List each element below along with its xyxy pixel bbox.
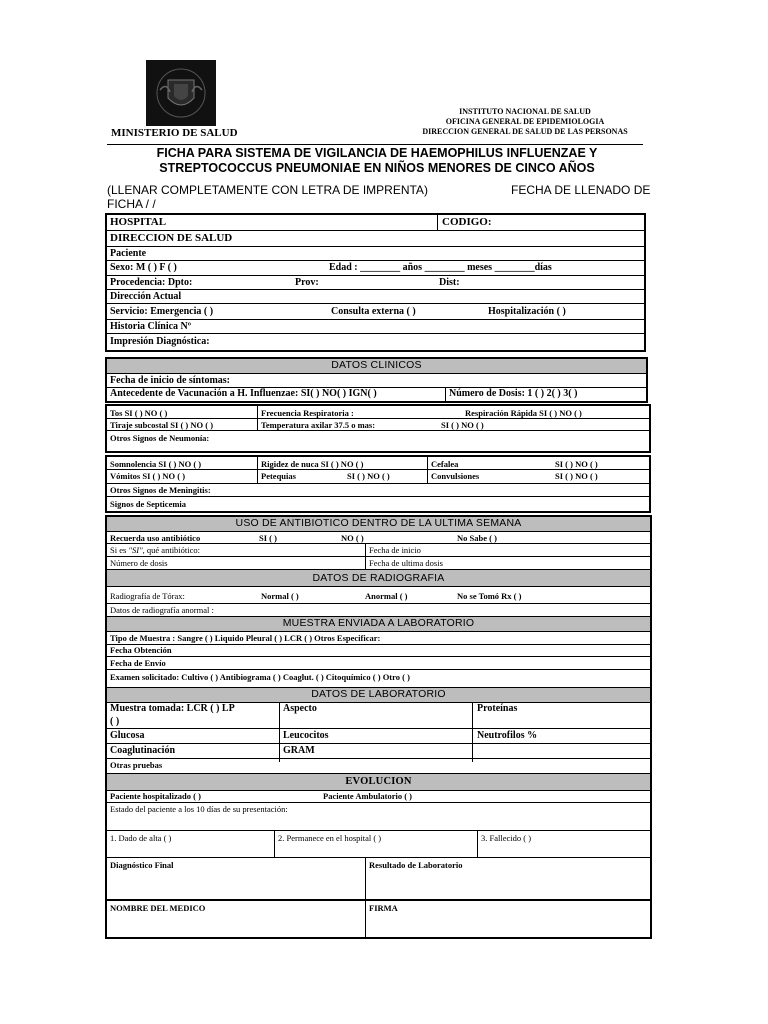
muestra-tomada[interactable]: Muestra tomada: LCR ( ) LP [110,703,235,714]
examen-solicitado[interactable]: Examen solicitado: Cultivo ( ) Antibiograma ( ) Coaglut. ( ) Citoquímico ( ) Otro ( ) [110,672,410,682]
institute-line: OFICINA GENERAL DE EPIDEMIOLOGIA [445,117,605,126]
meningitis-section [105,455,651,513]
leucocitos-field[interactable]: Leucocitos [283,730,329,741]
permanece-hospital-option[interactable]: 2. Permanece en el hospital ( ) [278,833,382,843]
prov-field[interactable]: Prov: [295,277,319,288]
codigo-field[interactable]: CODIGO: [442,216,492,228]
firma-field[interactable]: FIRMA [369,903,398,913]
antecedente-vacunacion[interactable]: Antecedente de Vacunación a H. Influenzae: SI( ) NO( ) IGN( ) [110,388,377,399]
radiografia-header: DATOS DE RADIOGRAFIA [107,569,650,587]
radiografia-normal-option[interactable]: Normal ( ) [261,591,299,601]
petequias-label: Petequias [261,471,296,481]
paciente-ambulatorio-option[interactable]: Paciente Ambulatorio ( ) [323,791,412,801]
radiografia-torax: Radiografía de Tórax: [110,591,185,601]
convulsiones-label: Convulsiones [431,471,480,481]
muestra-tomada-lp[interactable]: ( ) [110,716,120,727]
dado-de-alta-option[interactable]: 1. Dado de alta ( ) [110,833,172,843]
petequias-options[interactable]: SI ( ) NO ( ) [347,471,390,481]
recuerda-antibiotico: Recuerda uso antibiótico [110,533,201,543]
gram-field[interactable]: GRAM [283,745,315,756]
antibiotico-header: USO DE ANTIBIOTICO DENTRO DE LA ULTIMA SEMANA [107,517,650,532]
temperatura-options[interactable]: SI ( ) NO ( ) [441,420,484,430]
evolucion-header: EVOLUCION [107,773,650,791]
tos-option[interactable]: Tos SI ( ) NO ( ) [110,408,168,418]
ministry-label: MINISTERIO DE SALUD [111,127,238,139]
rigidez-nuca-option[interactable]: Rigidez de nuca SI ( ) NO ( ) [261,459,364,469]
antibiotico-nosabe-option[interactable]: No Sabe ( ) [457,533,497,543]
antibiotico-lab-section [105,515,652,939]
glucosa-field[interactable]: Glucosa [110,730,145,741]
neutrofilos-field[interactable]: Neutrofilos % [477,730,538,741]
fecha-inicio-sintomas[interactable]: Fecha de inicio de síntomas: [110,375,230,386]
datos-radiografia-anormal[interactable]: Datos de radiografía anormal : [110,605,214,615]
paciente-field[interactable]: Paciente [110,248,147,259]
cual-antibiotico[interactable]: Si es "SI", qué antibiótico: [110,545,201,555]
fecha-ultima-dosis[interactable]: Fecha de ultima dosis [369,558,443,568]
signos-septicemia[interactable]: Signos de Septicemia [110,499,187,509]
institute-line: INSTITUTO NACIONAL DE SALUD [459,107,591,116]
tiraje-subcostal[interactable]: Tiraje subcostal SI ( ) NO ( ) [110,420,214,430]
fallecido-option[interactable]: 3. Fallecido ( ) [481,833,532,843]
fill-date-label: FECHA DE LLENADO DE [511,183,651,197]
otros-signos-neumonia[interactable]: Otros Signos de Neumonía: [110,433,210,443]
consulta-externa-option[interactable]: Consulta externa ( ) [331,306,416,317]
form-title [107,146,647,176]
antibiotico-si-option[interactable]: SI ( ) [259,533,277,543]
title-line: FICHA PARA SISTEMA DE VIGILANCIA DE HAEMOPHILUS INFLUENZAE Y [156,146,598,160]
header-rule [107,144,643,145]
diagnostico-final-field[interactable]: Diagnóstico Final [110,860,174,870]
fill-date-line2: FICHA / / [107,197,156,211]
no-tomo-rx-option[interactable]: No se Tomó Rx ( ) [457,591,522,601]
instructions [107,183,663,211]
datos-clinicos-header: DATOS CLINICOS [107,359,646,374]
aspecto-field[interactable]: Aspecto [283,703,317,714]
vomitos-option[interactable]: Vómitos SI ( ) NO ( ) [110,471,186,481]
hospitalizacion-option[interactable]: Hospitalización ( ) [488,306,566,317]
impresion-diagnostica-field[interactable]: Impresión Diagnóstica: [110,336,210,347]
tipo-muestra[interactable]: Tipo de Muestra : Sangre ( ) Liquido Pleural ( ) LCR ( ) Otros Especificar: [110,633,381,643]
proteinas-field[interactable]: Proteínas [477,703,518,714]
datos-clinicos-section [105,357,648,403]
convulsiones-options[interactable]: SI ( ) NO ( ) [555,471,598,481]
temperatura-axilar[interactable]: Temperatura axilar 37.5 o mas: [261,420,376,430]
procedencia-field[interactable]: Procedencia: Dpto: [110,277,193,288]
numero-dosis[interactable]: Número de Dosis: 1 ( ) 2( ) 3( ) [449,388,578,399]
edad-field[interactable]: Edad : ________ años ________ meses ________días [329,262,552,273]
sexo-field[interactable]: Sexo: M ( ) F ( ) [110,262,177,273]
antibiotico-no-option[interactable]: NO ( ) [341,533,364,543]
direccion-salud-field[interactable]: DIRECCION DE SALUD [110,232,233,244]
servicio-field[interactable]: Servicio: Emergencia ( ) [110,306,214,317]
otros-signos-meningitis[interactable]: Otros Signos de Meningitis: [110,485,211,495]
dist-field[interactable]: Dist: [439,277,460,288]
title-line: STREPTOCOCCUS PNEUMONIAE EN NIÑOS MENORES DE CINCO AÑOS [159,161,595,175]
fecha-inicio-antibiotico[interactable]: Fecha de inicio [369,545,421,555]
somnolencia-option[interactable]: Somnolencia SI ( ) NO ( ) [110,459,202,469]
ministry-emblem-icon [146,60,216,126]
hospital-field[interactable]: HOSPITAL [110,216,167,228]
muestra-header: MUESTRA ENVIADA A LABORATORIO [107,616,650,632]
historia-clinica-field[interactable]: Historia Clínica Nº [110,321,192,332]
laboratorio-header: DATOS DE LABORATORIO [107,687,650,703]
estado-paciente-10-dias: Estado del paciente a los 10 días de su presentación: [110,804,288,814]
fecha-obtencion[interactable]: Fecha Obtención [110,645,172,655]
neumonia-section [105,404,651,453]
institute-block [380,107,670,137]
coaglutinacion-field[interactable]: Coaglutinación [110,745,176,756]
resultado-laboratorio-field[interactable]: Resultado de Laboratorio [369,860,463,870]
general-section [105,213,646,352]
cefalea-options[interactable]: SI ( ) NO ( ) [555,459,598,469]
direccion-actual-field[interactable]: Dirección Actual [110,291,182,302]
institute-line: DIRECCION GENERAL DE SALUD DE LAS PERSONAS [422,127,628,136]
frecuencia-respiratoria[interactable]: Frecuencia Respiratoria : [261,408,354,418]
instruction-text: (LLENAR COMPLETAMENTE CON LETRA DE IMPRENTA) [107,183,428,197]
cefalea-label: Cefalea [431,459,459,469]
fecha-envio[interactable]: Fecha de Envío [110,658,166,668]
otras-pruebas-field[interactable]: Otras pruebas [110,760,163,770]
radiografia-anormal-option[interactable]: Anormal ( ) [365,591,408,601]
respiracion-rapida[interactable]: Respiración Rápida SI ( ) NO ( ) [465,408,582,418]
numero-dosis-antibiotico[interactable]: Número de dosis [110,558,168,568]
nombre-medico-field[interactable]: NOMBRE DEL MEDICO [110,903,206,913]
paciente-hospitalizado-option[interactable]: Paciente hospitalizado ( ) [110,791,201,801]
